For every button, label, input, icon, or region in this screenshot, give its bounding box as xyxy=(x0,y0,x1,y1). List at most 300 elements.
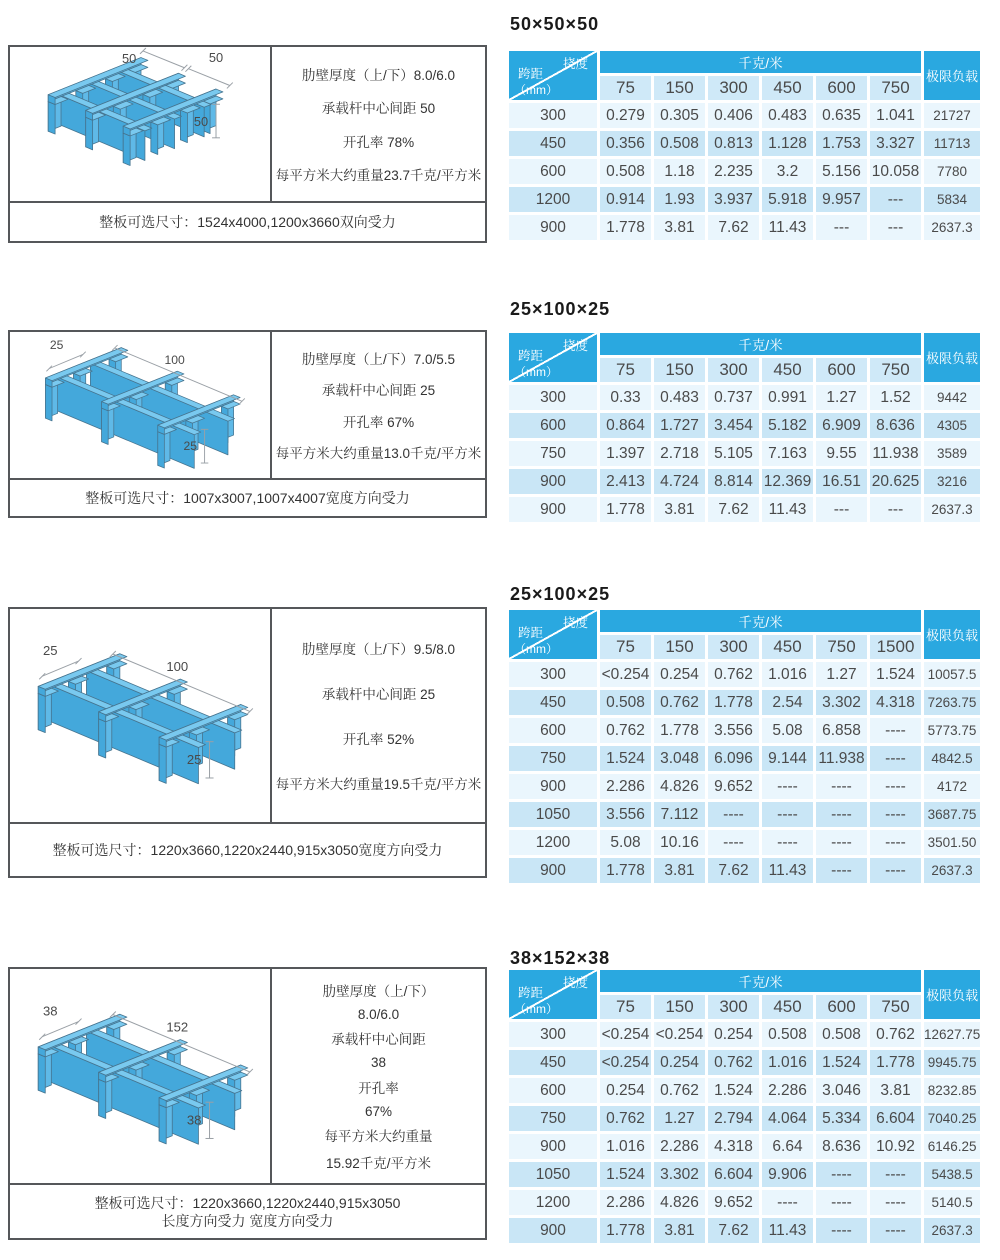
section-title: 25×100×25 xyxy=(510,299,611,319)
dimension-label: 152 xyxy=(166,1019,189,1035)
grating-face xyxy=(159,744,166,783)
deflection-col-header: 150 xyxy=(654,635,705,659)
value-cell: 3.302 xyxy=(654,1162,705,1187)
deflection-col-header: 150 xyxy=(654,76,705,100)
deflection-col-header: 75 xyxy=(600,635,651,659)
value-cell: 5.105 xyxy=(708,441,759,466)
spec-line: 开孔率 xyxy=(358,1080,399,1096)
panel-note xyxy=(10,1183,485,1238)
grating-face xyxy=(151,122,158,154)
spec-line: 承载杆中心间距 25 xyxy=(321,687,436,702)
value-cell: 1.778 xyxy=(708,690,759,715)
limit-cell: 4842.5 xyxy=(924,746,980,771)
limit-cell: 10057.5 xyxy=(924,662,980,687)
deflection-col-header: 75 xyxy=(600,76,651,100)
limit-cell: 8232.85 xyxy=(924,1078,980,1103)
deflection-col-header: 450 xyxy=(762,995,813,1019)
value-cell: 3.556 xyxy=(600,802,651,827)
limit-cell: 3589 xyxy=(924,441,980,466)
value-cell: 0.508 xyxy=(600,690,651,715)
value-cell: 6.604 xyxy=(870,1106,921,1131)
value-cell: 4.318 xyxy=(870,690,921,715)
value-cell: 0.483 xyxy=(762,103,813,128)
table-row xyxy=(509,1134,980,1159)
span-cell: 300 xyxy=(509,385,597,410)
span-cell: 600 xyxy=(509,718,597,743)
spec-list xyxy=(272,332,485,478)
limit-cell: 5140.5 xyxy=(924,1190,980,1215)
value-cell: 2.235 xyxy=(708,159,759,184)
spec-line: 开孔率 78% xyxy=(342,134,415,150)
spec-line: 开孔率 67% xyxy=(342,414,415,430)
span-cell: 750 xyxy=(509,1106,597,1131)
value-cell: 0.508 xyxy=(816,1022,867,1047)
value-cell: 1.778 xyxy=(600,858,651,883)
load-table xyxy=(506,967,983,1246)
value-cell: ---- xyxy=(870,1218,921,1243)
deflection-label: 挠度 xyxy=(562,339,588,353)
table-row xyxy=(509,131,980,156)
panel-main xyxy=(10,969,485,1183)
spec-panel xyxy=(8,45,487,243)
deflection-col-header: 75 xyxy=(600,995,651,1019)
value-cell: 2.286 xyxy=(600,774,651,799)
span-cell: 900 xyxy=(509,497,597,522)
value-cell: 9.55 xyxy=(816,441,867,466)
value-cell: 3.302 xyxy=(816,690,867,715)
value-cell: 1.524 xyxy=(600,1162,651,1187)
value-cell: 0.254 xyxy=(654,662,705,687)
grating-face xyxy=(123,133,130,165)
value-cell: ---- xyxy=(816,802,867,827)
value-cell: --- xyxy=(870,497,921,522)
value-cell: ---- xyxy=(870,774,921,799)
grating-face xyxy=(102,408,109,444)
kg-per-meter-header: 千克/米 xyxy=(600,610,921,632)
table-row xyxy=(509,1218,980,1243)
value-cell: 3.556 xyxy=(708,718,759,743)
dimension-line xyxy=(247,1069,253,1075)
deflection-col-header: 75 xyxy=(600,358,651,382)
limit-cell: 2637.3 xyxy=(924,858,980,883)
limit-cell: 5834 xyxy=(924,187,980,212)
kg-per-meter-header: 千克/米 xyxy=(600,51,921,73)
value-cell: 5.156 xyxy=(816,159,867,184)
span-cell: 300 xyxy=(509,103,597,128)
diagram-cell xyxy=(10,969,272,1183)
value-cell: 0.508 xyxy=(600,159,651,184)
value-cell: 1.041 xyxy=(870,103,921,128)
span-unit-label: （mm） xyxy=(514,83,558,97)
value-cell: --- xyxy=(816,497,867,522)
span-label: 跨距 xyxy=(518,986,544,1000)
limit-cell: 2637.3 xyxy=(924,1218,980,1243)
value-cell: ---- xyxy=(870,858,921,883)
value-cell: 1.524 xyxy=(816,1050,867,1075)
value-cell: 0.813 xyxy=(708,131,759,156)
span-cell: 1050 xyxy=(509,1162,597,1187)
value-cell: ---- xyxy=(870,802,921,827)
value-cell: 9.144 xyxy=(762,746,813,771)
grating-face xyxy=(48,102,55,134)
value-cell: 7.62 xyxy=(708,497,759,522)
limit-cell: 4172 xyxy=(924,774,980,799)
value-cell: 3.81 xyxy=(654,1218,705,1243)
deflection-col-header: 300 xyxy=(708,358,759,382)
deflection-col-header: 300 xyxy=(708,76,759,100)
grating-face xyxy=(159,1105,166,1144)
section-title: 25×100×25 xyxy=(510,584,611,604)
value-cell: 11.938 xyxy=(816,746,867,771)
panel-note-line: 整板可选尺寸：1524x4000,1200x3660双向受力 xyxy=(99,214,396,230)
value-cell: 1.27 xyxy=(816,662,867,687)
grating-diagram xyxy=(10,47,270,201)
dimension-line xyxy=(76,1019,82,1025)
table-row xyxy=(509,1162,980,1187)
value-cell: --- xyxy=(870,215,921,240)
value-cell: 0.254 xyxy=(708,1022,759,1047)
value-cell: 12.369 xyxy=(762,469,813,494)
table-row xyxy=(509,215,980,240)
value-cell: ---- xyxy=(870,718,921,743)
value-cell: 7.62 xyxy=(708,1218,759,1243)
table-row xyxy=(509,159,980,184)
value-cell: 11.43 xyxy=(762,497,813,522)
value-cell: 0.254 xyxy=(600,1078,651,1103)
span-cell: 1050 xyxy=(509,802,597,827)
deflection-col-header: 750 xyxy=(870,358,921,382)
spec-line: 每平方米大约重量 xyxy=(324,1129,433,1145)
panel-note xyxy=(10,478,485,516)
value-cell: 4.724 xyxy=(654,469,705,494)
value-cell: --- xyxy=(870,187,921,212)
value-cell: ---- xyxy=(816,858,867,883)
value-cell: 0.762 xyxy=(870,1022,921,1047)
diagram-cell xyxy=(10,332,272,478)
value-cell: ---- xyxy=(708,802,759,827)
value-cell: ---- xyxy=(762,802,813,827)
value-cell: 0.508 xyxy=(762,1022,813,1047)
table-row xyxy=(509,187,980,212)
value-cell: ---- xyxy=(870,746,921,771)
value-cell: 1.778 xyxy=(600,215,651,240)
value-cell: 2.286 xyxy=(762,1078,813,1103)
table-corner-header xyxy=(509,51,597,100)
limit-cell: 2637.3 xyxy=(924,215,980,240)
value-cell: 1.128 xyxy=(762,131,813,156)
table-row xyxy=(509,441,980,466)
value-cell: 9.906 xyxy=(762,1162,813,1187)
dimension-label: 38 xyxy=(43,1003,58,1019)
table-row xyxy=(509,413,980,438)
limit-cell: 9442 xyxy=(924,385,980,410)
span-cell: 600 xyxy=(509,159,597,184)
value-cell: ---- xyxy=(762,774,813,799)
value-cell: 2.718 xyxy=(654,441,705,466)
table-row xyxy=(509,662,980,687)
value-cell: 0.508 xyxy=(654,131,705,156)
value-cell: 0.991 xyxy=(762,385,813,410)
grating-face xyxy=(38,1054,45,1093)
span-unit-label: （mm） xyxy=(514,642,558,656)
deflection-col-header: 1500 xyxy=(870,635,921,659)
ultimate-load-header: 极限负载 xyxy=(924,610,980,659)
value-cell: 0.864 xyxy=(600,413,651,438)
span-cell: 750 xyxy=(509,746,597,771)
value-cell: 9.652 xyxy=(708,774,759,799)
limit-cell: 7780 xyxy=(924,159,980,184)
dimension-label: 25 xyxy=(186,751,202,767)
value-cell: ---- xyxy=(816,1190,867,1215)
section-title: 38×152×38 xyxy=(510,948,611,968)
value-cell: <0.254 xyxy=(600,662,651,687)
value-cell: 2.413 xyxy=(600,469,651,494)
grating-face xyxy=(38,693,45,732)
span-cell: 900 xyxy=(509,1218,597,1243)
limit-cell: 12627.75 xyxy=(924,1022,980,1047)
value-cell: 1.778 xyxy=(600,1218,651,1243)
dimension-line xyxy=(239,398,245,404)
value-cell: ---- xyxy=(762,830,813,855)
value-cell: 11.43 xyxy=(762,858,813,883)
spec-line: 8.0/6.0 xyxy=(357,1006,400,1022)
value-cell: 1.397 xyxy=(600,441,651,466)
value-cell: 3.327 xyxy=(870,131,921,156)
spec-line: 承载杆中心间距 50 xyxy=(321,101,436,117)
dimension-label: 38 xyxy=(186,1112,202,1128)
table-row xyxy=(509,718,980,743)
deflection-label: 挠度 xyxy=(562,57,588,71)
value-cell: 0.279 xyxy=(600,103,651,128)
span-label: 跨距 xyxy=(518,349,544,363)
value-cell: 1.524 xyxy=(870,662,921,687)
panel-note-line: 长度方向受力 宽度方向受力 xyxy=(161,1212,334,1229)
span-cell: 450 xyxy=(509,1050,597,1075)
dimension-line xyxy=(143,51,184,68)
dimension-line xyxy=(76,658,82,664)
value-cell: 3.81 xyxy=(870,1078,921,1103)
value-cell: 8.814 xyxy=(708,469,759,494)
table-corner-header xyxy=(509,970,597,1019)
spec-line: 每平方米大约重量23.7千克/平方米 xyxy=(275,167,482,183)
value-cell: 7.163 xyxy=(762,441,813,466)
value-cell: 0.762 xyxy=(600,1106,651,1131)
dimension-label: 50 xyxy=(193,113,209,129)
grating-face xyxy=(45,385,52,421)
deflection-col-header: 750 xyxy=(870,76,921,100)
value-cell: 3.2 xyxy=(762,159,813,184)
spec-line: 开孔率 52% xyxy=(342,732,415,747)
value-cell: 1.778 xyxy=(870,1050,921,1075)
dimension-line xyxy=(46,366,52,372)
limit-cell: 11713 xyxy=(924,131,980,156)
table-row xyxy=(509,858,980,883)
dimension-line xyxy=(181,65,187,71)
table-row xyxy=(509,385,980,410)
value-cell: ---- xyxy=(816,1218,867,1243)
value-cell: 9.652 xyxy=(708,1190,759,1215)
value-cell: 1.016 xyxy=(762,662,813,687)
value-cell: 1.753 xyxy=(816,131,867,156)
value-cell: 4.826 xyxy=(654,1190,705,1215)
table-row xyxy=(509,1190,980,1215)
value-cell: 11.43 xyxy=(762,1218,813,1243)
dimension-line xyxy=(188,69,229,86)
dimension-label: 25 xyxy=(49,337,64,352)
value-cell: --- xyxy=(816,215,867,240)
deflection-col-header: 450 xyxy=(762,358,813,382)
load-table xyxy=(506,607,983,886)
value-cell: 0.762 xyxy=(600,718,651,743)
spec-line: 67% xyxy=(364,1103,393,1119)
grating-face xyxy=(180,110,187,142)
value-cell: 2.286 xyxy=(600,1190,651,1215)
value-cell: 3.81 xyxy=(654,215,705,240)
value-cell: 1.778 xyxy=(600,497,651,522)
spec-line: 每平方米大约重量19.5千克/平方米 xyxy=(275,777,482,792)
panel-note-line: 整板可选尺寸：1007x3007,1007x4007宽度方向受力 xyxy=(85,490,410,506)
spec-list xyxy=(272,609,485,822)
panel-main xyxy=(10,47,485,201)
limit-cell: 9945.75 xyxy=(924,1050,980,1075)
spec-line: 承载杆中心间距 25 xyxy=(321,383,436,399)
span-cell: 900 xyxy=(509,858,597,883)
span-cell: 1200 xyxy=(509,830,597,855)
value-cell: <0.254 xyxy=(600,1050,651,1075)
table-row xyxy=(509,1050,980,1075)
table-row xyxy=(509,497,980,522)
table-row xyxy=(509,830,980,855)
dimension-label: 100 xyxy=(164,352,185,367)
span-cell: 900 xyxy=(509,1134,597,1159)
value-cell: 3.81 xyxy=(654,858,705,883)
table-row xyxy=(509,774,980,799)
deflection-label: 挠度 xyxy=(562,976,588,990)
table-row xyxy=(509,1106,980,1131)
deflection-col-header: 450 xyxy=(762,635,813,659)
limit-cell: 21727 xyxy=(924,103,980,128)
section-title: 50×50×50 xyxy=(510,14,600,34)
value-cell: 0.914 xyxy=(600,187,651,212)
value-cell: 0.762 xyxy=(654,690,705,715)
span-unit-label: （mm） xyxy=(514,365,558,379)
value-cell: ---- xyxy=(816,774,867,799)
span-cell: 300 xyxy=(509,662,597,687)
deflection-col-header: 600 xyxy=(816,358,867,382)
grating-diagram xyxy=(10,969,270,1183)
value-cell: 5.918 xyxy=(762,187,813,212)
value-cell: 1.778 xyxy=(654,718,705,743)
value-cell: 0.254 xyxy=(654,1050,705,1075)
span-cell: 600 xyxy=(509,413,597,438)
value-cell: ---- xyxy=(708,830,759,855)
span-cell: 300 xyxy=(509,1022,597,1047)
value-cell: 1.93 xyxy=(654,187,705,212)
dimension-label: 100 xyxy=(166,659,189,675)
table-row xyxy=(509,746,980,771)
value-cell: 3.046 xyxy=(816,1078,867,1103)
table-corner-header xyxy=(509,333,597,382)
grating-diagram xyxy=(10,332,270,478)
value-cell: 4.064 xyxy=(762,1106,813,1131)
dimension-label: 50 xyxy=(122,50,137,66)
value-cell: 9.957 xyxy=(816,187,867,212)
limit-cell: 7040.25 xyxy=(924,1106,980,1131)
grating-face xyxy=(99,719,106,758)
dimension-line xyxy=(39,673,45,679)
value-cell: 2.54 xyxy=(762,690,813,715)
panel-main xyxy=(10,609,485,822)
value-cell: 5.08 xyxy=(762,718,813,743)
value-cell: 1.27 xyxy=(654,1106,705,1131)
value-cell: 0.762 xyxy=(708,1050,759,1075)
spec-line: 肋壁厚度（上/下） xyxy=(322,983,435,999)
spec-line: 38 xyxy=(370,1055,387,1071)
value-cell: 0.762 xyxy=(708,662,759,687)
limit-cell: 3216 xyxy=(924,469,980,494)
value-cell: 1.27 xyxy=(816,385,867,410)
kg-per-meter-header: 千克/米 xyxy=(600,333,921,355)
value-cell: <0.254 xyxy=(654,1022,705,1047)
table-row xyxy=(509,1078,980,1103)
spec-list xyxy=(272,969,485,1183)
value-cell: ---- xyxy=(762,1190,813,1215)
deflection-col-header: 600 xyxy=(816,995,867,1019)
ultimate-load-header: 极限负载 xyxy=(924,970,980,1019)
limit-cell: 3687.75 xyxy=(924,802,980,827)
deflection-col-header: 750 xyxy=(870,995,921,1019)
value-cell: 3.454 xyxy=(708,413,759,438)
value-cell: 5.182 xyxy=(762,413,813,438)
table-row xyxy=(509,469,980,494)
diagram-cell xyxy=(10,47,272,201)
span-unit-label: （mm） xyxy=(514,1002,558,1016)
value-cell: 3.048 xyxy=(654,746,705,771)
load-table xyxy=(506,330,983,525)
dimension-line xyxy=(140,48,146,54)
limit-cell: 5773.75 xyxy=(924,718,980,743)
value-cell: 16.51 xyxy=(816,469,867,494)
value-cell: 11.43 xyxy=(762,215,813,240)
value-cell: ---- xyxy=(816,830,867,855)
panel-note-line: 整板可选尺寸：1220x3660,1220x2440,915x3050 xyxy=(94,1194,401,1211)
value-cell: 1.016 xyxy=(762,1050,813,1075)
deflection-col-header: 150 xyxy=(654,358,705,382)
kg-per-meter-header: 千克/米 xyxy=(600,970,921,992)
table-row xyxy=(509,802,980,827)
value-cell: 2.794 xyxy=(708,1106,759,1131)
value-cell: 7.62 xyxy=(708,858,759,883)
value-cell: 11.938 xyxy=(870,441,921,466)
value-cell: 7.112 xyxy=(654,802,705,827)
dimension-line xyxy=(39,1034,45,1040)
spec-line: 肋壁厚度（上/下）7.0/5.5 xyxy=(301,351,456,367)
load-table xyxy=(506,48,983,243)
value-cell: 1.524 xyxy=(600,746,651,771)
dimension-label: 25 xyxy=(43,643,58,659)
spec-line: 承载杆中心间距 xyxy=(331,1032,426,1048)
span-label: 跨距 xyxy=(518,67,544,81)
value-cell: 3.81 xyxy=(654,497,705,522)
value-cell: 0.737 xyxy=(708,385,759,410)
span-cell: 900 xyxy=(509,469,597,494)
span-cell: 450 xyxy=(509,690,597,715)
dimension-line xyxy=(80,352,86,358)
value-cell: 0.483 xyxy=(654,385,705,410)
panel-main xyxy=(10,332,485,478)
limit-cell: 3501.50 xyxy=(924,830,980,855)
value-cell: 4.318 xyxy=(708,1134,759,1159)
